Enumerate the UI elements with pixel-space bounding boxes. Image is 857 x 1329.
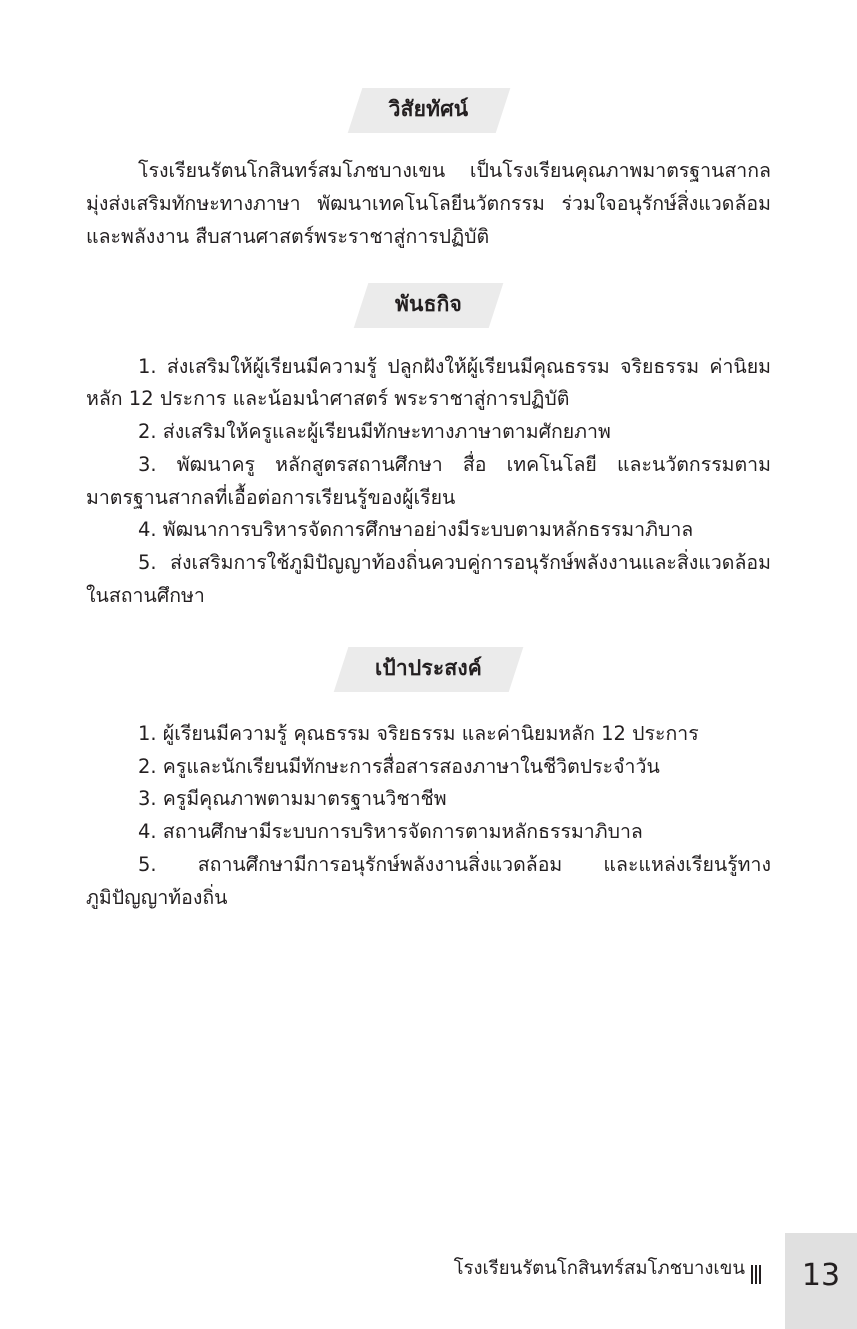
heading-text-mission: พันธกิจ <box>394 292 463 317</box>
spacer-before-mission <box>86 253 771 283</box>
list-item: 2. ครูและนักเรียนมีทักษะการสื่อสารสองภาษาในชีวิตประจำวัน <box>138 754 660 778</box>
heading-text-objectives: เป้าประสงค์ <box>374 655 483 680</box>
spacer-objectives <box>86 692 771 718</box>
section-heading-objectives <box>86 647 771 692</box>
heading-banner-vision <box>355 88 503 133</box>
list-item: 4. สถานศึกษามีระบบการบริหารจัดการตามหลักธรรมาภิบาล <box>138 820 643 844</box>
list-item: 5. ส่งเสริมการใช้ภูมิปัญญาท้องถิ่นควบคู่การอนุรักษ์พลังงานและสิ่งแวดล้อมในสถานศึกษา <box>86 551 771 607</box>
spacer-before-objectives <box>86 613 771 647</box>
heading-banner-mission <box>361 283 496 328</box>
page-number: 13 <box>801 1258 841 1293</box>
list-item: 4. พัฒนาการบริหารจัดการศึกษาอย่างมีระบบตามหลักธรรมาภิบาล <box>138 518 694 542</box>
heading-text-vision: วิสัยทัศน์ <box>388 97 469 121</box>
paragraph-vision: โรงเรียนรัตนโกสินทร์สมโภชบางเขน เป็นโรงเรียนคุณภาพมาตรฐานสากล มุ่งส่งเสริมทักษะทางภาษา พัฒนาเทคโนโลยีนวัตกรรม ร่วมใจอนุรักษ์สิ่งแวดล้อมและพลังงาน สืบสานศาสตร์พระราชาสู่การปฏิบัติ <box>86 159 771 248</box>
document-page <box>0 88 857 1329</box>
footer-school-name: โรงเรียนรัตนโกสินทร์สมโภชบางเขน <box>453 1258 745 1279</box>
list-item: 5. สถานศึกษามีการอนุรักษ์พลังงานสิ่งแวดล้อม และแหล่งเรียนรู้ทางภูมิปัญญาท้องถิ่น <box>86 852 771 909</box>
list-item: 1. ส่งเสริมให้ผู้เรียนมีความรู้ ปลูกฝังให้ผู้เรียนมีคุณธรรม จริยธรรม ค่านิยมหลัก 12 ประการ และน้อมนำศาสตร์ พระราชาสู่การปฏิบัติ <box>86 354 771 411</box>
list-item: 3. พัฒนาครู หลักสูตรสถานศึกษา สื่อ เทคโนโลยี และนวัตกรรมตามมาตรฐานสากลที่เอื้อต่อการเรียนรู้ของผู้เรียน <box>86 452 771 509</box>
section-heading-mission <box>86 283 771 328</box>
spacer-vision <box>86 133 771 155</box>
footer-bars-icon <box>751 1265 761 1284</box>
mission-list <box>86 351 771 613</box>
heading-banner-objectives <box>341 647 516 692</box>
section-heading-vision <box>86 88 771 133</box>
page-footer <box>0 1233 857 1329</box>
spacer-mission <box>86 329 771 351</box>
list-item: 1. ผู้เรียนมีความรู้ คุณธรรม จริยธรรม และค่านิยมหลัก 12 ประการ <box>138 721 699 745</box>
objectives-list <box>86 718 771 915</box>
list-item: 2. ส่งเสริมให้ครูและผู้เรียนมีทักษะทางภาษาตามศักยภาพ <box>138 420 611 444</box>
list-item: 3. ครูมีคุณภาพตามมาตรฐานวิชาชีพ <box>138 787 447 811</box>
page-number-box <box>785 1233 857 1329</box>
